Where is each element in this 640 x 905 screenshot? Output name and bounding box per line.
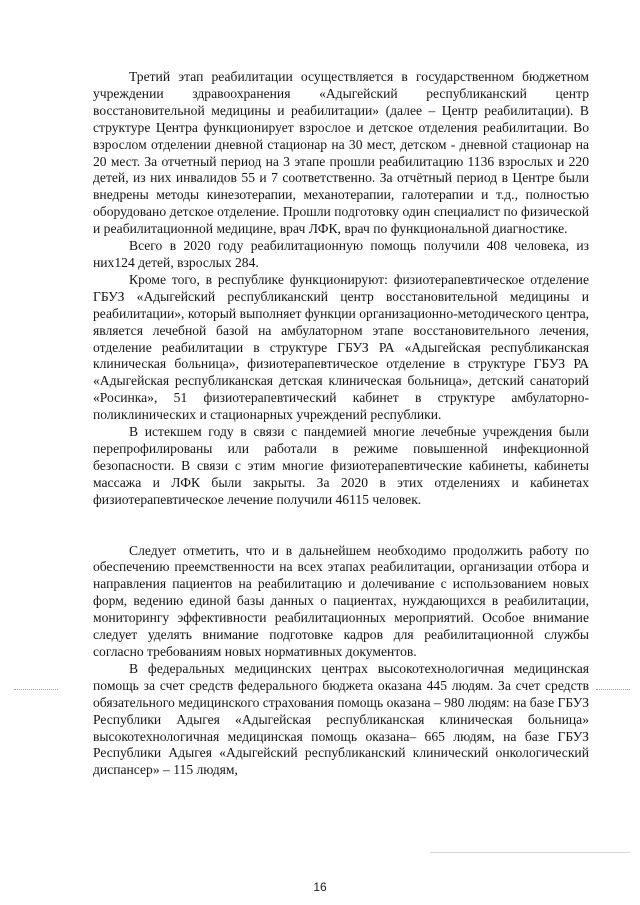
body-text	[93, 69, 589, 779]
paragraph-total-2020: Всего в 2020 году реабилитационную помощь получили 408 человека, из них124 детей, взрослых 284.	[93, 238, 589, 270]
page-number: 16	[313, 880, 327, 894]
scan-edge-line	[430, 852, 630, 853]
paragraph-pandemic: В истекшем году в связи с пандемией многие лечебные учреждения были перепрофилированы или работали в режиме повышенной инфекционной безопасности. В связи с этим многие физиотерапевтические кабинеты, кабинеты массажа и ЛФК были закрыты. За 2020 в этих отделениях и кабинетах физиотерапевтическое лечение получили 46115 человек.	[93, 424, 589, 507]
paragraph-rehabilitation-stage-three: Третий этап реабилитации осуществляется в государственном бюджетном учреждении здравоохранения «Адыгейский республиканский центр восстановительной медицины и реабилитации» (далее – Центр реабилитации). В структуре Центра функционирует взрослое и детское отделения реабилитации. Во взрослом отделении дневной стационар на 30 мест, детском - дневной стационар на 20 мест. За отчетный период на 3 этапе прошли реабилитацию 1136 взрослых и 220 детей, из них инвалидов 55 и 7 соответственно. За отчётный период в Центре были внедрены методы кинезотерапии, механотерапии, галотерапии и т.д., полностью оборудовано детское отделение. Прошли подготовку один специалист по физической и реабилитационной медицине, врач ЛФК, врач по функциональной диагностике.	[93, 69, 589, 237]
paragraph-physiotherapy-units: Кроме того, в республике функционируют: физиотерапевтическое отделение ГБУЗ «Адыгейский республиканский центр восстановительной медицины и реабилитации», который выполняет функции организационно-методического центра, является лечебной базой на амбулаторном этапе восстановительного лечения, отделение реабилитации в структуре ГБУЗ РА «Адыгейская республиканская клиническая больница», физиотерапевтическое отделение в структуре ГБУЗ РА «Адыгейская республиканская детская клиническая больница», детский санаторий «Росинка», 51 физиотерапевтический кабинет в структуре амбулаторно-поликлинических и стационарных учреждений республики.	[93, 271, 589, 423]
paragraph-further-work: Следует отметить, что и в дальнейшем необходимо продолжить работу по обеспечению преемственности на всех этапах реабилитации, организации отбора и направления пациентов на реабилитацию и долечивание с использованием новых форм, ведению единой базы данных о пациентах, нуждающихся в реабилитации, мониторингу эффективности реабилитационных мероприятий. Особое внимание следует уделять внимание подготовке кадров для реабилитационной службы согласно требованиям новых нормативных документов.	[93, 542, 589, 659]
paragraph-federal-centers: В федеральных медицинских центрах высокотехнологичная медицинская помощь за счет средств федерального бюджета оказана 445 людям. За счет средств обязательного медицинского страхования помощь оказана – 980 людям: на базе ГБУЗ Республики Адыгея «Адыгейская республиканская клиническая больница» высокотехнологичная медицинская помощь оказана– 665 людям, на базе ГБУЗ Республики Адыгея «Адыгейский республиканский клинический онкологический диспансер» – 115 людям,	[93, 660, 590, 778]
scan-mark-right	[596, 689, 630, 690]
scan-mark-left	[14, 689, 58, 690]
